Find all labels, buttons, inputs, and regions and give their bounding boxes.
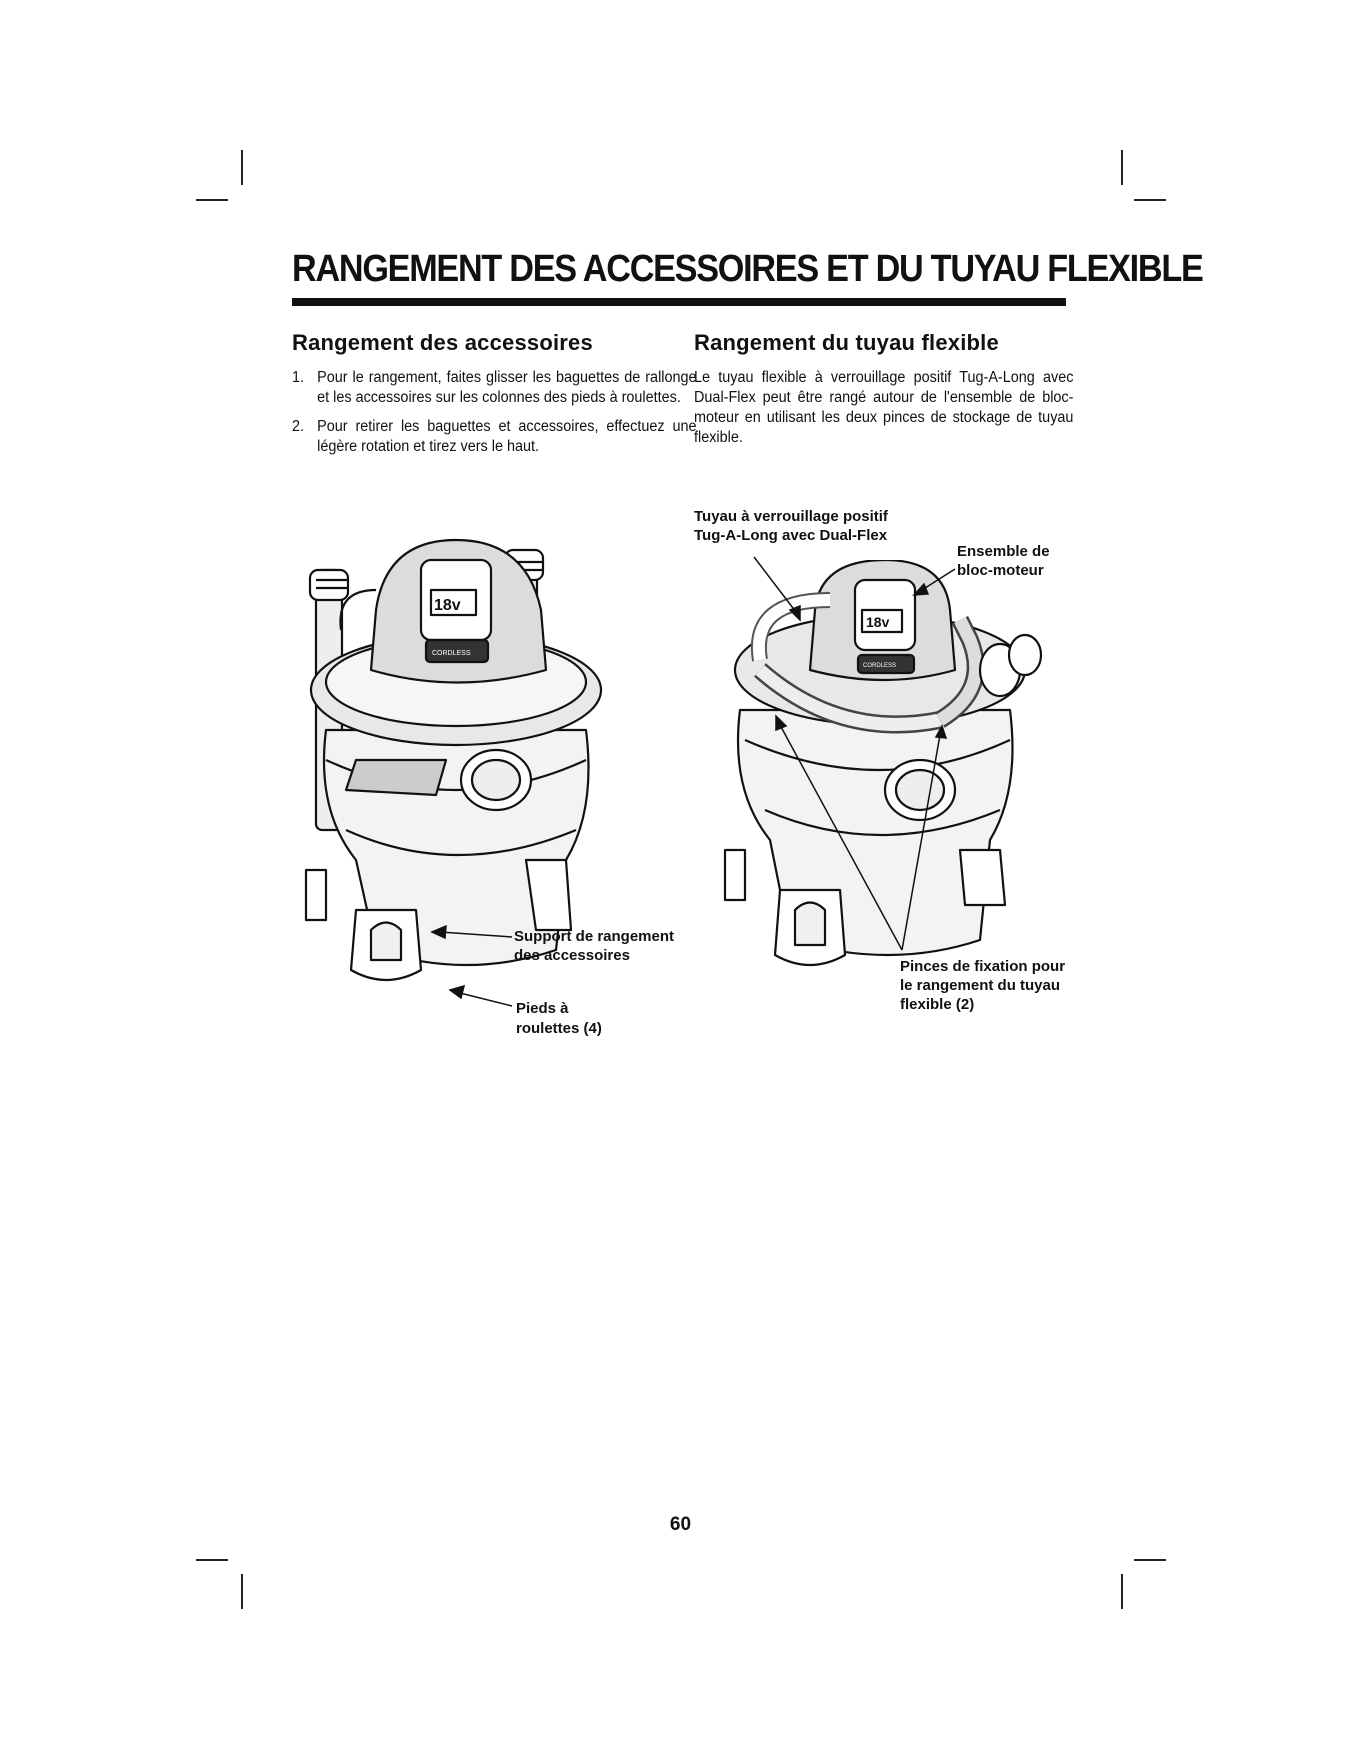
callout-pinces-line1: Pinces de fixation pour (900, 958, 1066, 975)
step-number: 2. (292, 418, 305, 435)
section-heading-hose: Rangement du tuyau flexible (694, 330, 999, 355)
cordless-label: CORDLESS (432, 650, 471, 657)
callout-ensemble-line2: bloc-moteur (957, 562, 1044, 579)
callout-support-line1: Support de rangement (514, 928, 675, 945)
callout-pinces-line3: flexible (2) (900, 996, 975, 1013)
callout-tuyau-line2: Tug-A-Long avec Dual-Flex (694, 527, 888, 544)
callout-pinces-line2: le rangement du tuyau (900, 977, 1061, 994)
page-number: 60 (669, 1514, 692, 1535)
cordless-label: CORDLESS (863, 663, 897, 669)
section-heading-accessories: Rangement des accessoires (292, 330, 593, 355)
step-text: Pour retirer les baguettes et accessoires, effectuez une légère rotation et tirez vers le haut. (317, 418, 697, 455)
battery-label: 18v (434, 597, 461, 614)
page-title: RANGEMENT DES ACCESSOIRES ET DU TUYAU FLEXIBLE (292, 248, 1203, 290)
battery-label: 18v (866, 614, 890, 630)
step-text: Pour le rangement, faites glisser les baguettes de rallonge et les accessoires sur les colonnes des pieds à roulettes. (317, 369, 697, 406)
hose-storage-paragraph: Le tuyau flexible à verrouillage positif Tug-A-Long avec Dual-Flex peut être rangé autour de l'ensemble de bloc-moteur en utilisant les deux pinces de stockage de tuyau flexible. (694, 369, 1074, 446)
callout-tuyau-line1: Tuyau à verrouillage positif (694, 508, 888, 525)
callout-ensemble-line1: Ensemble de (957, 543, 1050, 560)
callout-support-line2: des accessoires (514, 947, 630, 964)
callout-pieds-line1: Pieds à (516, 1000, 569, 1017)
step-number: 1. (292, 369, 305, 386)
callout-pieds-line2: roulettes (4) (516, 1020, 602, 1037)
